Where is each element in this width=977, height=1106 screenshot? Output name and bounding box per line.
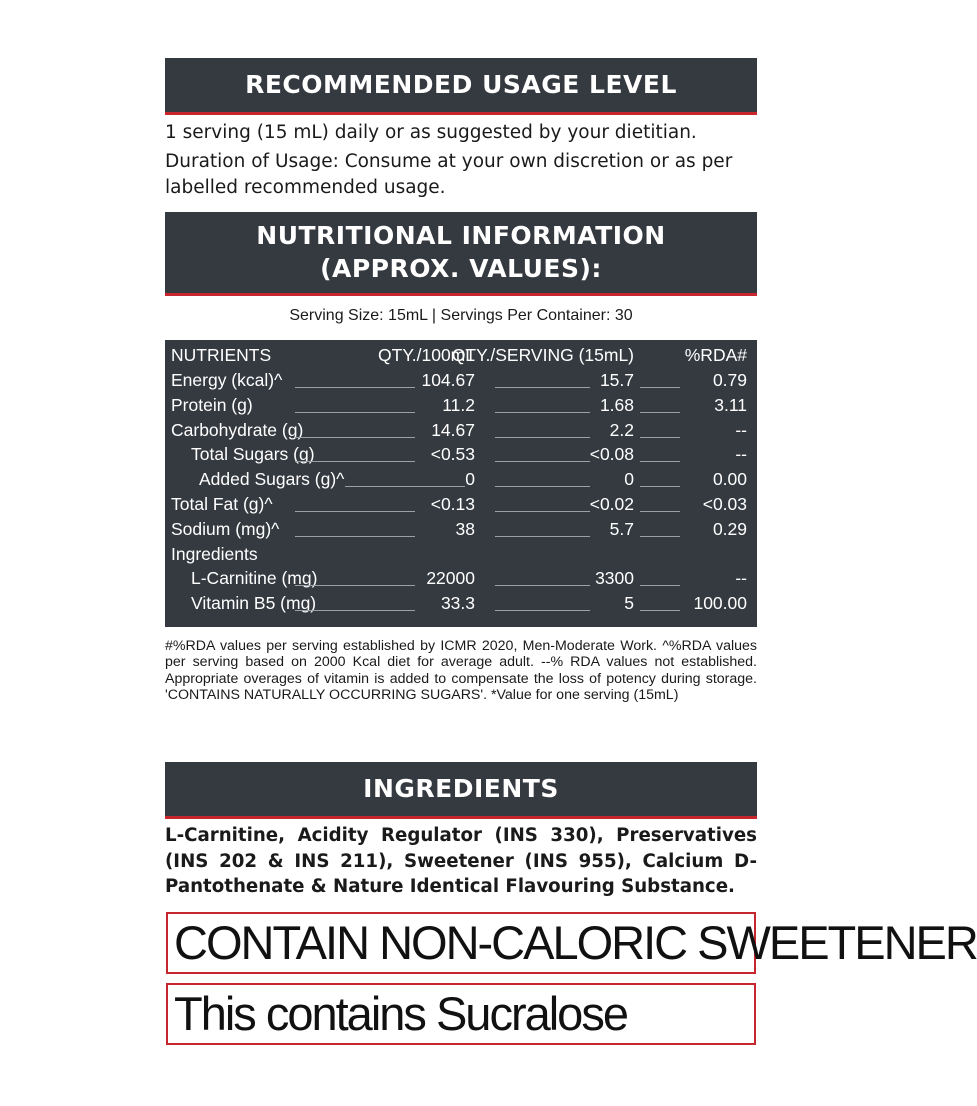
header-rda: %RDA# xyxy=(684,345,747,365)
nutrient-qty-serving: 15.7 xyxy=(599,370,634,390)
nutrient-rda: 3.11 xyxy=(714,394,747,415)
leader-line xyxy=(495,536,590,537)
usage-banner xyxy=(165,58,757,115)
nutrient-qty-100ml: 14.67 xyxy=(431,419,475,440)
nutrient-rda: 100.00 xyxy=(693,593,747,614)
ingredients-banner xyxy=(165,762,757,819)
leader-line xyxy=(640,412,680,413)
nutrition-row xyxy=(165,544,757,569)
usage-title: RECOMMENDED USAGE LEVEL xyxy=(245,70,677,99)
nutrient-rda: -- xyxy=(735,444,747,465)
leader-line xyxy=(640,585,680,586)
header-qty-100ml: QTY./100mL xyxy=(378,345,475,365)
nutrient-qty-100ml: 22000 xyxy=(426,568,475,589)
nutrition-header-row xyxy=(165,345,757,370)
usage-line-2: Duration of Usage: Consume at your own discretion or as per labelled recommended usage. xyxy=(165,151,733,198)
header-nutrients: NUTRIENTS xyxy=(171,345,272,365)
nutrition-row xyxy=(165,519,757,544)
nutrition-row xyxy=(165,395,757,420)
leader-line xyxy=(295,536,415,537)
leader-line xyxy=(495,437,590,438)
nutrition-row xyxy=(165,494,757,519)
nutrition-banner xyxy=(165,212,757,296)
nutrient-rda: 0.00 xyxy=(712,469,747,490)
header-qty-serving: QTY./SERVING (15mL) xyxy=(451,345,634,365)
leader-line xyxy=(640,511,680,512)
nutrient-qty-100ml: <0.53 xyxy=(430,444,475,465)
ingredients-list: L-Carnitine, Acidity Regulator (INS 330), Preservatives (INS 202 & INS 211), Sweetener (INS 955), Calcium D-Pantothenate & Nature Identical Flavouring Substance. xyxy=(165,825,757,897)
nutrient-qty-100ml: 11.2 xyxy=(442,394,475,415)
nutrient-qty-serving: 3300 xyxy=(595,568,634,589)
nutrient-qty-serving: 5.7 xyxy=(609,518,634,539)
leader-line xyxy=(295,511,415,512)
serving-info: Serving Size: 15mL | Servings Per Container: 30 xyxy=(289,307,633,324)
nutrient-qty-serving: 0 xyxy=(624,469,634,490)
nutrient-qty-100ml: 38 xyxy=(455,518,475,539)
nutrition-footnote: #%RDA values per serving established by ICMR 2020, Men-Moderate Work. ^%RDA values per serving based on 2000 Kcal diet for average adult. --% RDA values not established. Appropriate overages of vitamin is added to compensate the loss of potency during storage. 'CONTAINS NATURALLY OCCURRING SUGARS'. *Value for one serving (15mL) xyxy=(165,638,757,704)
leader-line xyxy=(640,437,680,438)
leader-line xyxy=(295,585,415,586)
warning-box-sweetener xyxy=(166,912,977,974)
leader-line xyxy=(295,412,415,413)
nutrient-qty-100ml: <0.13 xyxy=(430,494,475,514)
nutrient-name: Total Sugars (g) xyxy=(191,444,315,465)
nutrition-table xyxy=(165,340,757,627)
nutrient-qty-serving: <0.02 xyxy=(589,494,634,514)
nutrition-title-line-1: NUTRITIONAL INFORMATION xyxy=(256,221,666,250)
leader-line xyxy=(640,610,680,611)
nutrient-name: Sodium (mg)^ xyxy=(171,518,280,539)
leader-line xyxy=(495,585,590,586)
leader-line xyxy=(640,486,680,487)
leader-line xyxy=(495,511,590,512)
nutrient-qty-serving: 1.68 xyxy=(599,394,634,415)
leader-line xyxy=(640,461,680,462)
leader-line xyxy=(640,536,680,537)
nutrition-row xyxy=(165,568,757,593)
nutrient-name: Protein (g) xyxy=(171,394,253,415)
nutrient-qty-serving: 5 xyxy=(624,593,634,614)
leader-line xyxy=(295,461,415,462)
nutrient-name: Added Sugars (g)^ xyxy=(199,469,345,490)
nutrition-row xyxy=(165,444,757,469)
nutrient-qty-serving: <0.08 xyxy=(589,444,634,465)
nutrition-row xyxy=(165,593,757,618)
warning-box-sucralose xyxy=(166,983,756,1045)
nutrient-rda: 0.29 xyxy=(712,518,747,539)
nutrient-qty-100ml: 33.3 xyxy=(440,593,475,614)
nutrient-qty-serving: 2.2 xyxy=(609,419,634,440)
leader-line xyxy=(295,437,415,438)
nutrient-qty-100ml: 104.67 xyxy=(421,370,475,390)
nutrient-name: Energy (kcal)^ xyxy=(171,370,283,390)
nutrient-name: Vitamin B5 (mg) xyxy=(191,593,317,614)
nutrient-qty-100ml: 0 xyxy=(465,469,475,490)
leader-line xyxy=(495,412,590,413)
nutrition-title-line-2: (APPROX. VALUES): xyxy=(320,254,602,283)
nutrient-rda: -- xyxy=(735,419,747,440)
nutrition-row xyxy=(165,469,757,494)
nutrient-rda: <0.03 xyxy=(702,494,747,514)
nutrient-name: Ingredients xyxy=(171,543,258,564)
leader-line xyxy=(495,486,590,487)
leader-line xyxy=(640,387,680,388)
nutrition-row xyxy=(165,370,757,395)
nutrient-name: Total Fat (g)^ xyxy=(171,494,273,514)
leader-line xyxy=(295,610,415,611)
leader-line xyxy=(495,461,590,462)
leader-line xyxy=(345,486,465,487)
ingredients-title: INGREDIENTS xyxy=(363,774,559,803)
nutrition-row xyxy=(165,420,757,445)
nutrient-rda: -- xyxy=(735,568,747,589)
warning-sweetener-text: CONTAIN NON-CALORIC SWEETENER xyxy=(174,916,977,969)
leader-line xyxy=(495,387,590,388)
leader-line xyxy=(295,387,415,388)
warning-sucralose-text: This contains Sucralose xyxy=(174,987,627,1040)
leader-line xyxy=(495,610,590,611)
nutrient-name: L-Carnitine (mg) xyxy=(191,568,318,589)
nutrient-name: Carbohydrate (g) xyxy=(171,419,304,440)
usage-line-1: 1 serving (15 mL) daily or as suggested by your dietitian. xyxy=(165,122,697,143)
nutrient-rda: 0.79 xyxy=(712,370,747,390)
